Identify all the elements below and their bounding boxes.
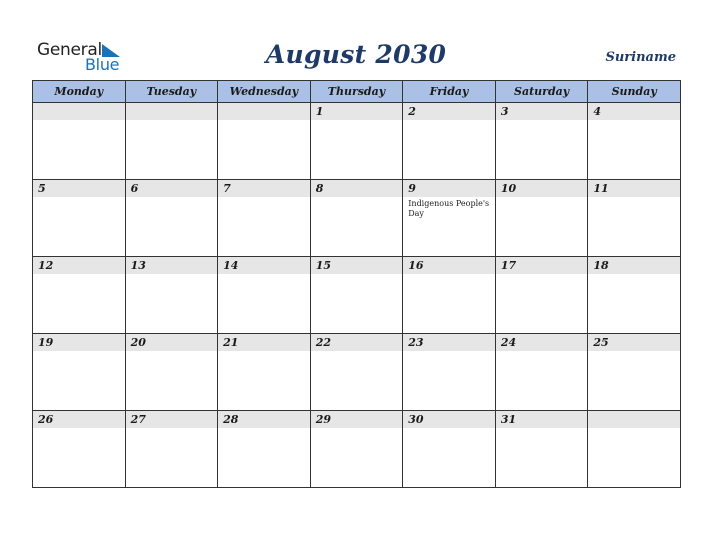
day-cell [33,103,126,180]
weekday-header: Sunday [588,81,681,103]
day-number: 25 [593,336,609,349]
weekday-header: Friday [403,81,496,103]
day-number: 14 [223,259,239,272]
logo-word-blue: Blue [85,55,120,74]
holiday-event: Indigenous People's Day [408,199,490,218]
day-number: 31 [500,413,517,426]
day-bar [588,180,680,197]
day-cell [218,257,311,334]
day-cell [495,334,588,411]
day-number: 27 [130,413,146,426]
day-bar [33,180,125,197]
day-number: 30 [408,413,424,426]
day-bar [126,257,218,274]
week-row [33,411,681,488]
day-number: 6 [130,182,139,195]
day-bar [218,257,310,274]
day-bar [403,411,495,428]
day-number: 21 [223,336,239,349]
day-bar [403,103,495,120]
day-cell [403,411,496,488]
day-cell [33,334,126,411]
day-number: 29 [315,413,331,426]
day-bar [403,180,495,197]
day-bar [496,103,588,120]
day-cell [588,334,681,411]
day-number: 24 [500,336,517,349]
day-cell [218,334,311,411]
day-number: 10 [500,182,517,195]
day-cell [125,334,218,411]
week-row [33,180,681,257]
day-bar [126,411,218,428]
day-number: 17 [500,259,517,272]
day-cell [588,257,681,334]
day-bar [311,103,403,120]
day-cell [125,180,218,257]
day-bar [496,334,588,351]
day-bar [218,103,310,120]
day-number: 23 [408,336,424,349]
day-cell [310,257,403,334]
day-cell [33,180,126,257]
weekday-header: Tuesday [125,81,218,103]
day-number: 19 [38,336,54,349]
day-cell [495,103,588,180]
weekday-header: Wednesday [218,81,311,103]
day-cell [310,103,403,180]
calendar-grid [32,80,681,488]
day-number: 18 [593,259,609,272]
day-cell [495,411,588,488]
calendar-title: August 2030 [265,40,447,69]
day-cell [403,103,496,180]
day-bar [588,103,680,120]
day-bar [33,257,125,274]
day-bar [588,334,680,351]
day-cell [495,257,588,334]
day-bar [311,257,403,274]
day-cell [403,334,496,411]
day-bar [218,180,310,197]
day-cell [33,411,126,488]
day-cell [218,103,311,180]
day-cell [125,103,218,180]
day-bar [33,411,125,428]
day-number: 12 [38,259,54,272]
day-bar [126,334,218,351]
day-bar [403,257,495,274]
day-number: 28 [223,413,239,426]
day-cell [310,334,403,411]
day-bar [126,180,218,197]
day-bar [588,411,680,428]
country-label: Suriname [605,50,676,65]
day-number: 20 [130,336,146,349]
day-bar [33,334,125,351]
day-number: 8 [315,182,324,195]
day-number: 3 [500,105,509,118]
day-number: 11 [593,182,609,195]
day-cell [310,180,403,257]
day-cell [403,180,496,257]
day-cell [33,257,126,334]
weekday-header: Thursday [310,81,403,103]
day-cell [588,180,681,257]
day-number: 26 [38,413,54,426]
weekday-header: Monday [33,81,126,103]
day-cell [495,180,588,257]
day-number: 5 [38,182,46,195]
day-bar [588,257,680,274]
day-bar [311,334,403,351]
day-cell [218,180,311,257]
day-bar [218,411,310,428]
day-bar [496,411,588,428]
day-bar [496,180,588,197]
day-number: 4 [593,105,602,118]
day-cell [588,103,681,180]
day-number: 13 [130,259,146,272]
day-cell [125,411,218,488]
day-bar [311,411,403,428]
day-cell [310,411,403,488]
day-cell [403,257,496,334]
day-number: 15 [315,259,331,272]
day-cell [125,257,218,334]
week-row [33,257,681,334]
day-cell [218,411,311,488]
day-cell [588,411,681,488]
weekday-header: Saturday [495,81,588,103]
day-number: 2 [408,105,416,118]
day-bar [311,180,403,197]
day-number: 16 [408,259,424,272]
day-number: 7 [223,182,231,195]
week-row [33,103,681,180]
day-number: 9 [408,182,416,195]
day-bar [496,257,588,274]
day-bar [126,103,218,120]
day-number: 22 [315,336,331,349]
day-bar [33,103,125,120]
week-row [33,334,681,411]
day-bar [403,334,495,351]
weekday-header-row [33,81,681,103]
logo-word-general: General [37,40,102,60]
day-number: 1 [315,105,324,118]
day-bar [218,334,310,351]
